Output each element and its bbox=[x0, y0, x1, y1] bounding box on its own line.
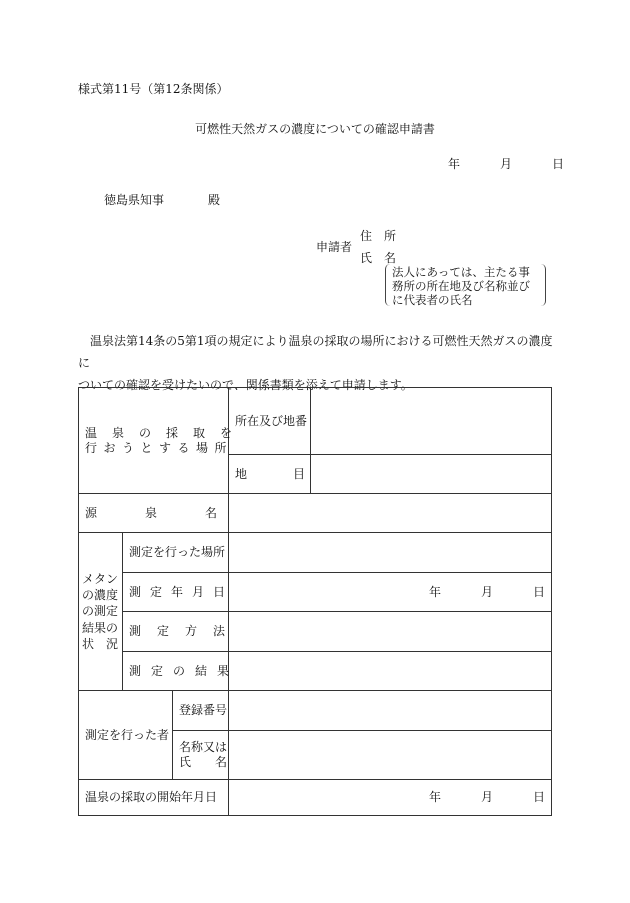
methane-line: 結果の bbox=[82, 620, 119, 635]
addressee: 徳島県知事 bbox=[104, 193, 165, 207]
form-number: 様式第11号（第12条関係） bbox=[78, 82, 229, 96]
measured-date-value[interactable] bbox=[229, 573, 552, 612]
land-category-label: 地目 bbox=[229, 455, 311, 494]
site-label-line2: 行おうとする場所 bbox=[85, 440, 234, 455]
measured-place-label: 測定を行った場所 bbox=[123, 533, 229, 573]
location-value[interactable] bbox=[311, 388, 552, 455]
method-label: 測定方法 bbox=[123, 612, 229, 652]
date-day: 日 bbox=[532, 790, 545, 804]
site-label-line1 bbox=[85, 425, 248, 441]
date-day: 日 bbox=[532, 584, 545, 599]
measurer-name-line: 名称又は bbox=[179, 740, 228, 754]
document-title: 可燃性天然ガスの濃度についての確認申請書 bbox=[195, 122, 435, 136]
application-table bbox=[78, 387, 552, 816]
date-month: 月 bbox=[500, 157, 513, 171]
date-day: 日 bbox=[552, 157, 565, 171]
result-value[interactable] bbox=[229, 652, 552, 691]
table-row bbox=[79, 573, 552, 612]
date-year: 年 bbox=[428, 584, 441, 599]
table-row bbox=[79, 612, 552, 652]
application-date bbox=[448, 157, 564, 171]
methane-line: メタン bbox=[82, 572, 119, 587]
date-month: 月 bbox=[480, 790, 493, 804]
methane-line: 状 況 bbox=[82, 636, 119, 651]
measured-place-value[interactable] bbox=[229, 533, 552, 573]
measurer-name-label bbox=[173, 731, 229, 780]
table-row bbox=[79, 691, 552, 731]
registration-label: 登録番号 bbox=[173, 691, 229, 731]
statement-line: ついての確認を受けたいので、関係書類を添えて申請します。 bbox=[78, 378, 413, 392]
name-label: 氏 名 bbox=[360, 251, 397, 265]
applicant-label: 申請者 bbox=[316, 240, 353, 254]
start-date-label: 温泉の採取の開始年月日 bbox=[79, 780, 229, 816]
corporation-note bbox=[385, 264, 546, 306]
measurer-name-line: 氏 名 bbox=[179, 755, 228, 769]
method-value[interactable] bbox=[229, 612, 552, 652]
table-row bbox=[79, 533, 552, 573]
note-line: 務所の所在地及び名称並び bbox=[392, 279, 530, 293]
measurer-label: 測定を行った者 bbox=[79, 691, 173, 780]
note-line: に代表者の氏名 bbox=[392, 293, 473, 307]
note-line: 法人にあっては、主たる事 bbox=[392, 265, 530, 279]
table-row bbox=[79, 388, 552, 455]
honorific: 殿 bbox=[208, 193, 221, 207]
date-year: 年 bbox=[428, 790, 441, 804]
table-row bbox=[79, 652, 552, 691]
start-date-value[interactable] bbox=[229, 780, 552, 816]
source-name-value[interactable] bbox=[229, 494, 552, 533]
site-label-text: 温泉の採取を bbox=[85, 425, 248, 440]
table-row bbox=[79, 494, 552, 533]
date-year: 年 bbox=[448, 157, 461, 171]
date-month: 月 bbox=[480, 584, 493, 599]
methane-label bbox=[79, 533, 123, 691]
location-label: 所在及び地番 bbox=[229, 388, 311, 455]
site-label-cell bbox=[79, 388, 248, 494]
address-label: 住 所 bbox=[360, 229, 397, 243]
measurer-name-value[interactable] bbox=[229, 731, 552, 780]
registration-value[interactable] bbox=[229, 691, 552, 731]
source-name-label: 源泉名 bbox=[79, 494, 229, 533]
statement-line: 温泉法第14条の5第1項の規定により温泉の採取の場所における可燃性天然ガスの濃度に bbox=[78, 334, 553, 370]
methane-line: の測定 bbox=[82, 604, 119, 619]
result-label: 測定の結果 bbox=[123, 652, 229, 691]
measured-date-label: 測定年月日 bbox=[123, 573, 229, 612]
table-row bbox=[79, 780, 552, 816]
methane-line: の濃度 bbox=[82, 588, 119, 603]
